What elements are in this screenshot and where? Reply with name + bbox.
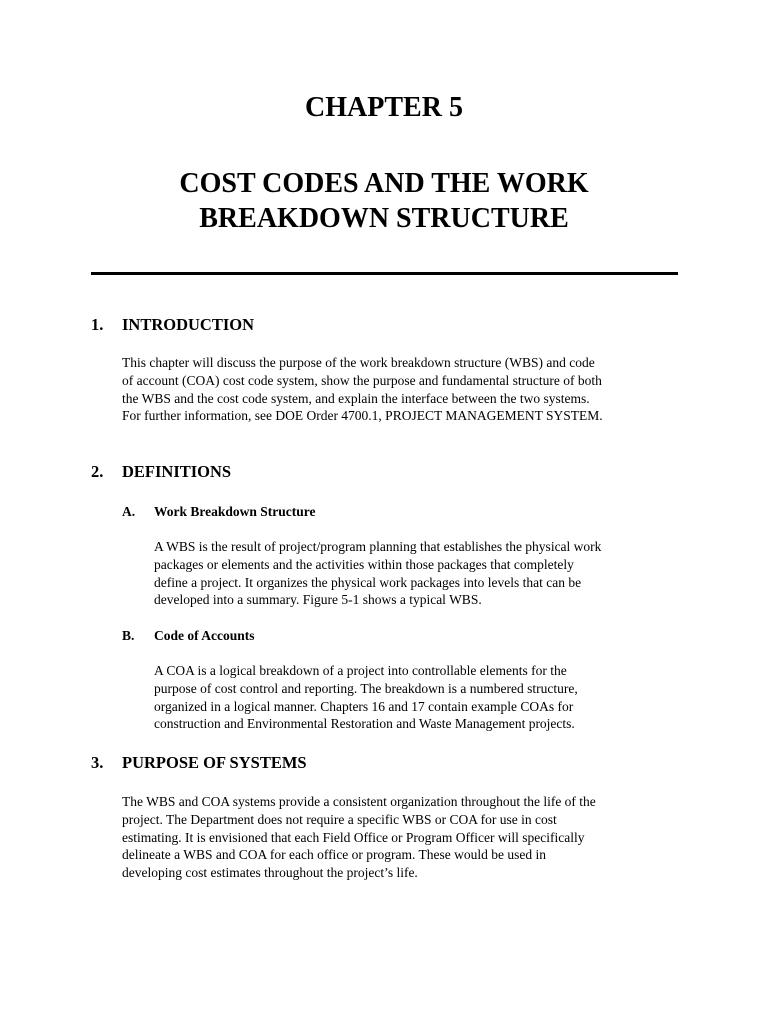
section-title: DEFINITIONS	[122, 462, 232, 481]
paragraph-line: delineate a WBS and COA for each office or program. These would be used in	[122, 847, 547, 863]
paragraph-line: the WBS and the cost code system, and explain the interface between the two systems.	[122, 390, 590, 406]
paragraph-line: developing cost estimates throughout the project’s life.	[122, 865, 418, 881]
title-divider-rule	[91, 272, 678, 275]
paragraph-line: This chapter will discuss the purpose of the work breakdown structure (WBS) and code	[122, 355, 595, 370]
subsection-letter: B.	[122, 628, 135, 643]
chapter-subtitle-line: BREAKDOWN STRUCTURE	[199, 203, 569, 234]
paragraph-line: developed into a summary. Figure 5-1 shows a typical WBS.	[154, 592, 482, 608]
paragraph-line: of account (COA) cost code system, show the purpose and fundamental structure of both	[122, 372, 602, 388]
subsection-title: Work Breakdown Structure	[154, 504, 316, 519]
paragraph-line: organized in a logical manner. Chapters 16 and 17 contain example COAs for	[154, 698, 574, 714]
paragraph-line: For further information, see DOE Order 4700.1, PROJECT MANAGEMENT SYSTEM.	[122, 408, 603, 424]
purpose-paragraph	[122, 793, 596, 882]
paragraph-line: purpose of cost control and reporting. The breakdown is a numbered structure,	[154, 680, 578, 696]
section-title: PURPOSE OF SYSTEMS	[122, 753, 307, 772]
paragraph-line: The WBS and COA systems provide a consistent organization throughout the life of the	[122, 794, 596, 809]
paragraph-line: define a project. It organizes the physical work packages into levels that can be	[154, 574, 582, 590]
wbs-definition-paragraph	[154, 538, 601, 609]
chapter-subtitle-line: COST CODES AND THE WORK	[179, 168, 589, 199]
chapter-subtitle	[0, 166, 768, 236]
paragraph-line: A WBS is the result of project/program planning that establishes the physical work	[154, 539, 602, 554]
section-number: 1.	[91, 315, 104, 334]
coa-definition-paragraph	[154, 662, 578, 733]
introduction-paragraph	[122, 354, 603, 425]
paragraph-line: project. The Department does not require a specific WBS or COA for use in cost	[122, 811, 557, 827]
paragraph-line: construction and Environmental Restoration and Waste Management projects.	[154, 716, 575, 732]
subsection-title: Code of Accounts	[154, 628, 255, 643]
paragraph-line: packages or elements and the activities within those packages that completely	[154, 556, 574, 572]
chapter-title: CHAPTER 5	[305, 92, 463, 123]
section-title: INTRODUCTION	[122, 315, 255, 334]
subsection-letter: A.	[122, 504, 136, 519]
section-number: 2.	[91, 462, 104, 481]
paragraph-line: estimating. It is envisioned that each Field Office or Program Officer will specifically	[122, 829, 585, 845]
paragraph-line: A COA is a logical breakdown of a project into controllable elements for the	[154, 663, 567, 678]
section-number: 3.	[91, 753, 104, 772]
